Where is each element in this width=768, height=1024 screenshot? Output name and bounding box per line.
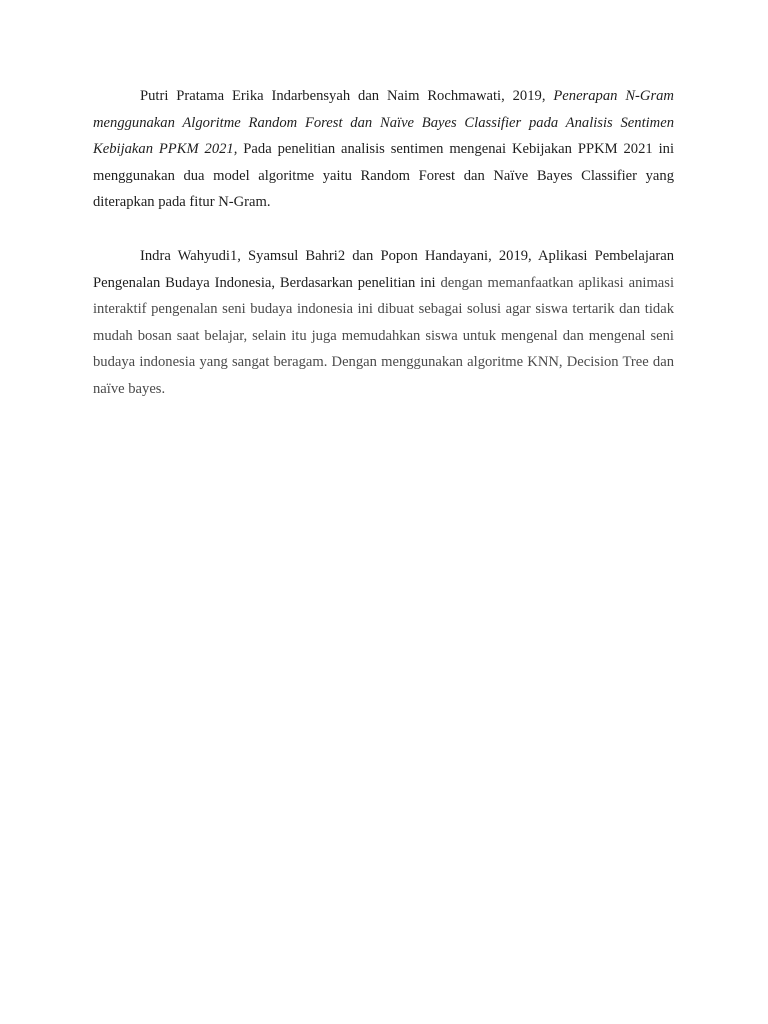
reference-paragraph-2 — [93, 243, 674, 402]
reference-paragraph-1 — [93, 83, 674, 216]
reference-2-summary: dengan memanfaatkan aplikasi animasi interaktif pengenalan seni budaya indonesia ini dibuat sebagai solusi agar siswa tertarik dan tidak mudah bosan saat belajar, selain itu juga memudahkan siswa untuk mengenal dan mengenal seni budaya indonesia yang sangat beragam. Dengan menggunakan algoritme KNN, Decision Tree dan naïve bayes. — [93, 274, 675, 397]
reference-1-title: Penerapan N-Gram menggunakan Algoritme Random Forest dan Naïve Bayes Classifier pada Analisis Sentimen Kebijakan PPKM 2021, — [93, 88, 674, 157]
reference-2-citation: Indra Wahyudi1, Syamsul Bahri2 dan Popon Handayani, 2019, Aplikasi Pembelajaran Pengenalan Budaya Indonesia, Berdasarkan penelitian ini — [93, 248, 674, 291]
reference-1-summary: Pada penelitian analisis sentimen mengenai Kebijakan PPKM 2021 ini menggunakan dua model algoritme yaitu Random Forest dan Naïve Bayes Classifier yang diterapkan pada fitur N-Gram. — [93, 141, 675, 210]
reference-1-citation: Putri Pratama Erika Indarbensyah dan Naim Rochmawati, 2019, — [140, 88, 546, 104]
